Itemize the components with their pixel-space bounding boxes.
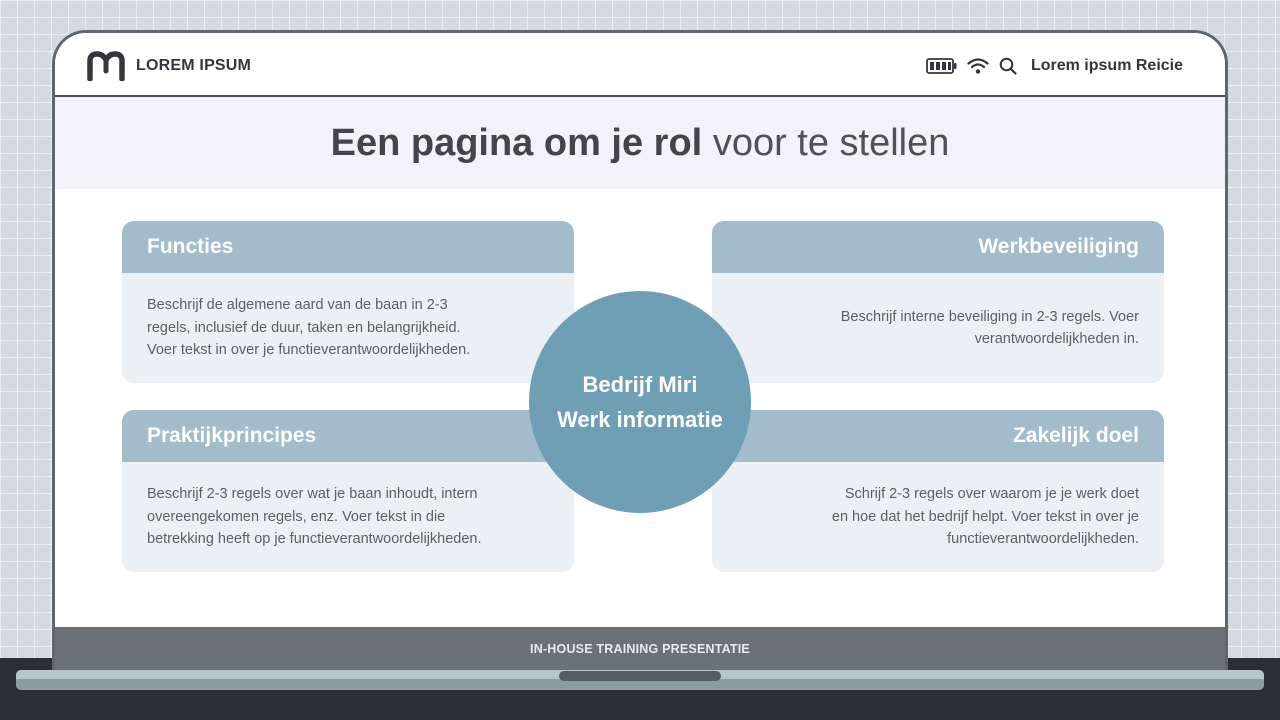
card-werkbeveiliging-body [712,273,1164,383]
user-name[interactable]: Lorem ipsum Reicie [1030,57,1183,74]
card-praktijkprincipes-line: betrekking heeft op je functieverantwoordelijkheden. [147,531,482,548]
battery-icon [926,58,957,74]
card-praktijkprincipes [122,410,574,572]
card-functies [122,221,574,383]
card-werkbeveiliging-line: Beschrijf interne beveiliging in 2-3 regels. Voer [840,308,1139,325]
status-area [926,51,1183,81]
laptop-screen [55,33,1225,670]
card-zakelijk-doel-body [712,462,1164,572]
card-zakelijk-doel-line: functieverantwoordelijkheden. [947,531,1139,548]
card-praktijkprincipes-title: Praktijkprincipes [122,410,574,462]
center-circle-line2: Werk informatie [557,407,723,432]
footer-bar [55,627,1225,670]
laptop-base [16,670,1264,690]
wifi-icon[interactable] [967,57,989,75]
laptop-notch [559,671,721,681]
card-functies-line: Voer tekst in over je functieverantwoordelijkheden. [147,342,471,359]
top-bar [55,33,1225,97]
card-zakelijk-doel-line: Schrijf 2-3 regels over waarom je je werk doet [844,486,1139,503]
page-title-light: voor te stellen [712,121,950,164]
card-zakelijk-doel [712,410,1164,572]
page-title-bold: Een pagina om je rol [330,121,703,164]
center-circle-line1: Bedrijf Miri [582,372,698,397]
card-werkbeveiliging [712,221,1164,383]
card-werkbeveiliging-title: Werkbeveiliging [712,221,1164,273]
brand-name: LOREM IPSUM [136,57,252,74]
card-praktijkprincipes-line: overeengekomen regels, enz. Voer tekst in die [147,508,446,525]
card-praktijkprincipes-body [122,462,574,572]
logo-icon [86,51,126,81]
card-zakelijk-doel-title: Zakelijk doel [712,410,1164,462]
card-werkbeveiliging-line: verantwoordelijkheden in. [974,331,1139,347]
card-functies-line: regels, inclusief de duur, taken en belangrijkheid. [147,319,461,336]
card-functies-title: Functies [122,221,574,273]
card-functies-line: Beschrijf de algemene aard van de baan in 2-3 [147,297,448,314]
card-praktijkprincipes-line: Beschrijf 2-3 regels over wat je baan inhoudt, intern [147,486,478,503]
footer-label: IN-HOUSE TRAINING PRESENTATIE [530,641,750,656]
page-title [331,122,950,165]
center-circle [529,291,751,513]
title-band [55,97,1225,189]
laptop-frame [52,30,1228,670]
card-functies-body [122,273,574,383]
search-icon[interactable] [999,57,1017,75]
card-zakelijk-doel-line: en hoe dat het bedrijf helpt. Voer tekst in over je [831,508,1139,525]
